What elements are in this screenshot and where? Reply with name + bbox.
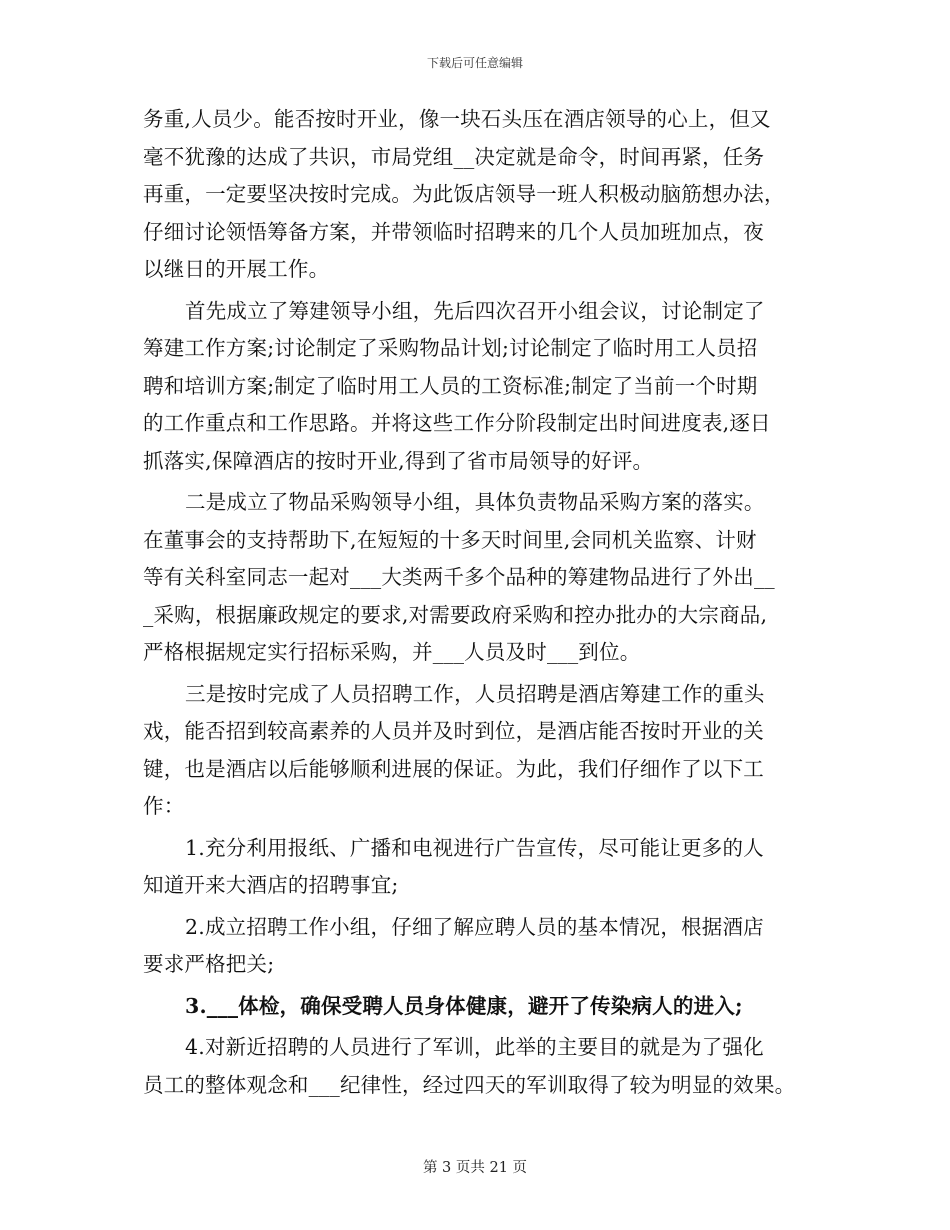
text-line: 键，也是酒店以后能够顺利进展的保证。为此，我们仔细作了以下工 bbox=[143, 756, 764, 781]
text-line: 抓落实,保障酒店的按时开业,得到了省市局领导的好评。 bbox=[143, 448, 654, 473]
text-line: 首先成立了筹建领导小组，先后四次召开小组会议，讨论制定了 bbox=[185, 298, 765, 323]
page-footer: 第 3 页共 21 页 bbox=[422, 1160, 528, 1176]
list-item-3 bbox=[143, 988, 823, 1026]
text-line: 毫不犹豫的达成了共识，市局党组__决定就是命令，时间再紧，任务 bbox=[143, 144, 765, 169]
document-body bbox=[143, 101, 823, 1104]
text-line: 再重，一定要坚决按时完成。为此饭店领导一班人积极动脑筋想办法， bbox=[143, 182, 785, 206]
list-item-2 bbox=[143, 909, 823, 984]
text-line: 务重,人员少。能否按时开业，像一块石头压在酒店领导的心上，但又 bbox=[143, 107, 771, 131]
list-item-4 bbox=[143, 1029, 823, 1104]
text-line: 在董事会的支持帮助下,在短短的十多天时间里,会同机关监察、计财 bbox=[143, 527, 757, 552]
paragraph-1 bbox=[143, 101, 823, 289]
paragraph-3 bbox=[143, 484, 823, 672]
text-line: 要求严格把关; bbox=[143, 952, 275, 976]
text-line: 三是按时完成了人员招聘工作，人员招聘是酒店筹建工作的重头 bbox=[185, 681, 765, 706]
text-line: 2.成立招聘工作小组，仔细了解应聘人员的基本情况，根据酒店 bbox=[185, 914, 764, 939]
text-line: 的工作重点和工作思路。并将这些工作分阶段制定出时间进度表,逐日 bbox=[143, 411, 771, 435]
text-line: 4.对新近招聘的人员进行了军训，此举的主要目的就是为了强化 bbox=[185, 1035, 764, 1059]
page-header: 下载后可任意编辑 bbox=[426, 56, 523, 70]
paragraph-4 bbox=[143, 676, 823, 826]
text-line: 戏，能否招到较高素养的人员并及时到位，是酒店能否按时开业的关 bbox=[143, 719, 764, 743]
text-line: 3.___体检，确保受聘人员身体健康，避开了传染病人的进入; bbox=[185, 993, 743, 1018]
text-line: 二是成立了物品采购领导小组，具体负责物品采购方案的落实。 bbox=[185, 490, 765, 514]
text-line: _采购，根据廉政规定的要求,对需要政府采购和控办批办的大宗商品, bbox=[143, 602, 768, 627]
text-line: 以继日的开展工作。 bbox=[143, 257, 330, 281]
text-line: 筹建工作方案;讨论制定了采购物品计划;讨论制定了临时用工人员招 bbox=[143, 336, 758, 360]
text-line: 聘和培训方案;制定了临时用工人员的工资标准;制定了当前一个时期 bbox=[143, 373, 758, 398]
paragraph-2 bbox=[143, 293, 823, 481]
text-line: 仔细讨论领悟筹备方案，并带领临时招聘来的几个人员加班加点，夜 bbox=[143, 219, 764, 244]
text-line: 严格根据规定实行招标采购，并___人员及时___到位。 bbox=[143, 640, 641, 664]
text-line: 员工的整体观念和___纪律性，经过四天的军训取得了较为明显的效果。 bbox=[143, 1072, 796, 1097]
list-item-1 bbox=[143, 830, 823, 905]
text-line: 1.充分利用报纸、广播和电视进行广告宣传，尽可能让更多的人 bbox=[185, 835, 764, 860]
text-line: 作： bbox=[143, 794, 185, 818]
text-line: 等有关科室同志一起对___大类两千多个品种的筹建物品进行了外出__ bbox=[143, 565, 775, 589]
text-line: 知道开来大酒店的招聘事宜; bbox=[143, 873, 399, 897]
